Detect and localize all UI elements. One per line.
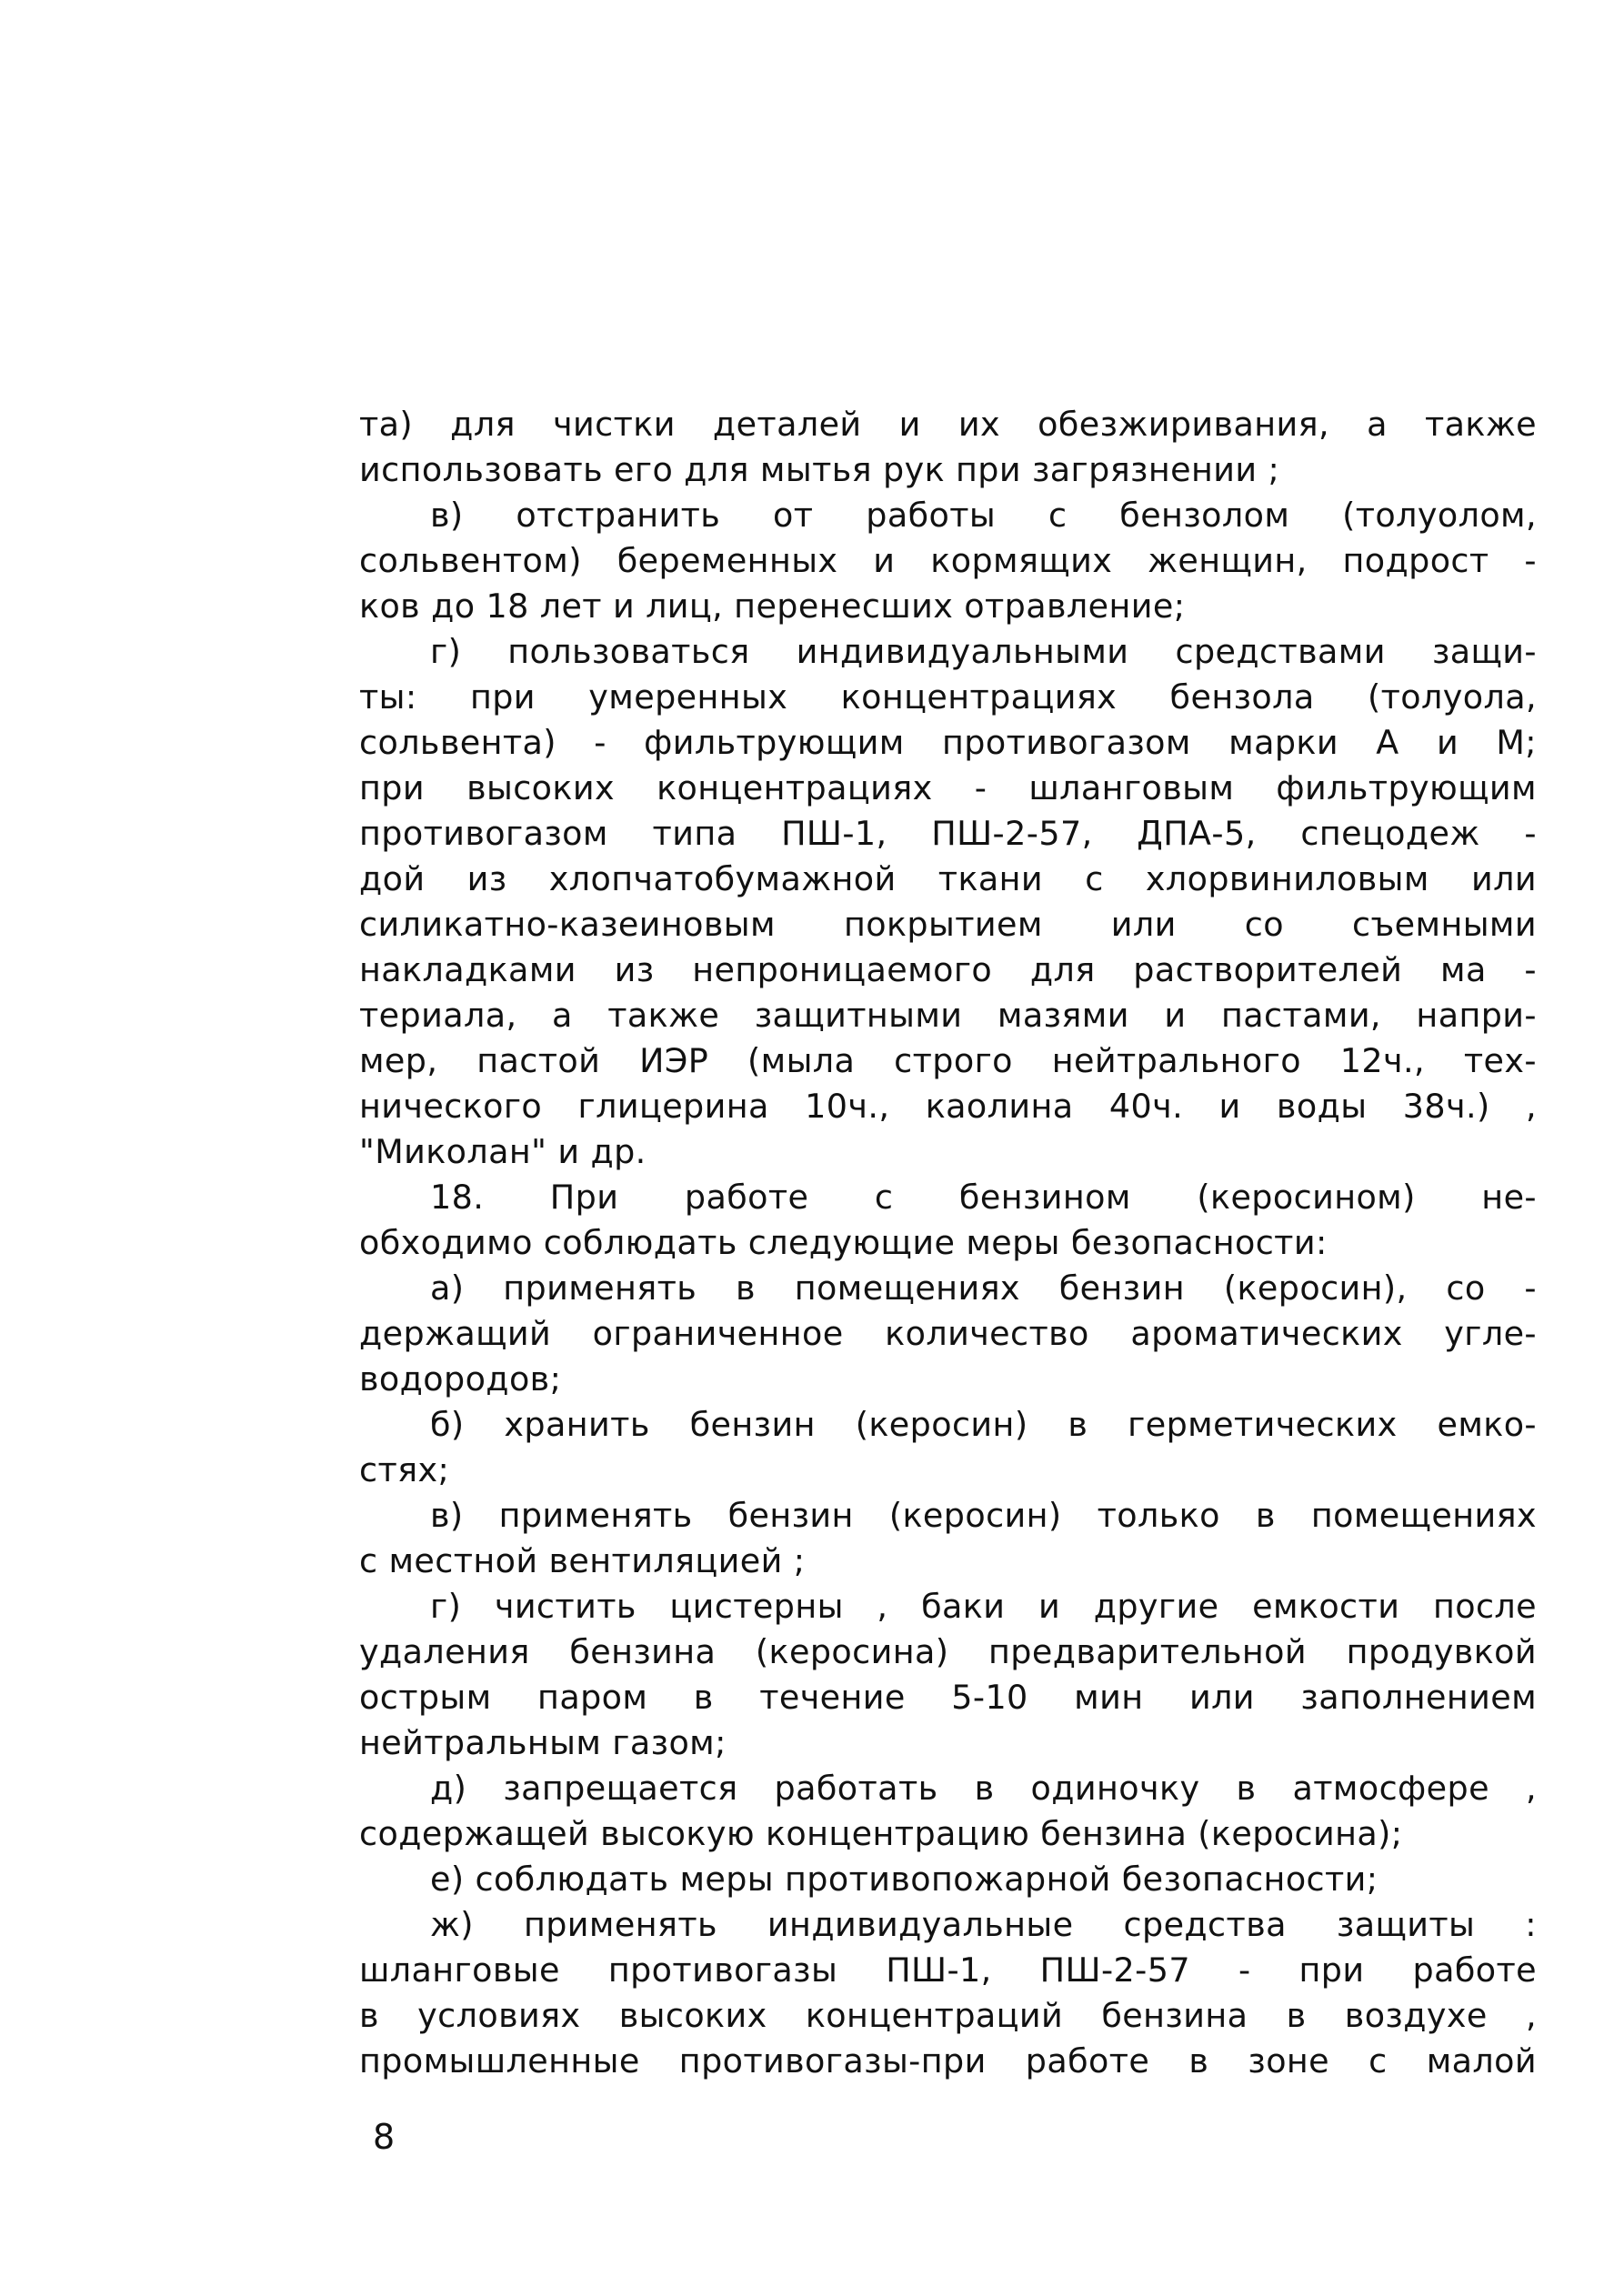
text-line: промышленные противогазы-при работе в зоне с малой [359,2041,1537,2080]
text-line: дой из хлопчатобумажной ткани с хлорвиниловым или [359,859,1537,898]
page-number: 8 [373,2117,396,2157]
text-line: сольвентом) беременных и кормящих женщин, подрост - [359,541,1537,580]
text-line: та) для чистки деталей и их обезжиривания, а также [359,405,1537,444]
text-line: с местной вентиляцией ; [359,1541,806,1580]
text-line: силикатно-казеиновым покрытием или со съемными [359,905,1537,944]
text-line: 18. При работе с бензином (керосином) не- [430,1178,1537,1217]
text-line: в) отстранить от работы с бензолом (толуолом, [430,496,1537,535]
text-line: накладками из непроницаемого для растворителей ма - [359,950,1537,989]
text-line: г) чистить цистерны , баки и другие емкости после [430,1587,1537,1626]
text-line: в условиях высоких концентраций бензина в воздухе , [359,1996,1537,2035]
text-line: ж) применять индивидуальные средства защиты : [430,1905,1537,1944]
text-line: стях; [359,1450,450,1489]
text-line: мер, пастой ИЭР (мыла строго нейтрального 12ч., тех- [359,1041,1537,1080]
text-line: ков до 18 лет и лиц, перенесших отравление; [359,587,1186,626]
text-line: д) запрещается работать в одиночку в атмосфере , [430,1769,1537,1808]
text-line: б) хранить бензин (керосин) в герметических емко- [430,1405,1537,1444]
text-line: держащий ограниченное количество ароматических угле- [359,1314,1537,1353]
text-line: нического глицерина 10ч., каолина 40ч. и воды 38ч.) , [359,1087,1537,1126]
text-line: острым паром в течение 5-10 мин или заполнением [359,1678,1537,1717]
text-line: г) пользоваться индивидуальными средствами защи- [430,632,1537,671]
text-line: в) применять бензин (керосин) только в помещениях [430,1496,1537,1535]
text-line: при высоких концентрациях - шланговым фильтрующим [359,768,1537,807]
text-line: использовать его для мытья рук при загрязнении ; [359,450,1280,489]
text-line: шланговые противогазы ПШ-1, ПШ-2-57 - при работе [359,1950,1537,1990]
text-line: содержащей высокую концентрацию бензина (керосина); [359,1814,1403,1853]
body-text [359,402,1537,2084]
text-line: обходимо соблюдать следующие меры безопасности: [359,1223,1328,1262]
text-line: удаления бензина (керосина) предварительной продувкой [359,1632,1537,1671]
text-line: ты: при умеренных концентрациях бензола (толуола, [359,677,1537,717]
text-line: "Миколан" и др. [359,1132,647,1171]
text-line: териала, а также защитными мазями и пастами, напри- [359,996,1537,1035]
text-line: водородов; [359,1359,562,1399]
text-line: а) применять в помещениях бензин (керосин), со - [430,1268,1537,1308]
text-line: сольвента) - фильтрующим противогазом марки А и М; [359,723,1537,762]
text-line: противогазом типа ПШ-1, ПШ-2-57, ДПА-5, спецодеж - [359,814,1537,853]
text-line: е) соблюдать меры противопожарной безопасности; [430,1860,1378,1899]
text-line: нейтральным газом; [359,1723,727,1762]
